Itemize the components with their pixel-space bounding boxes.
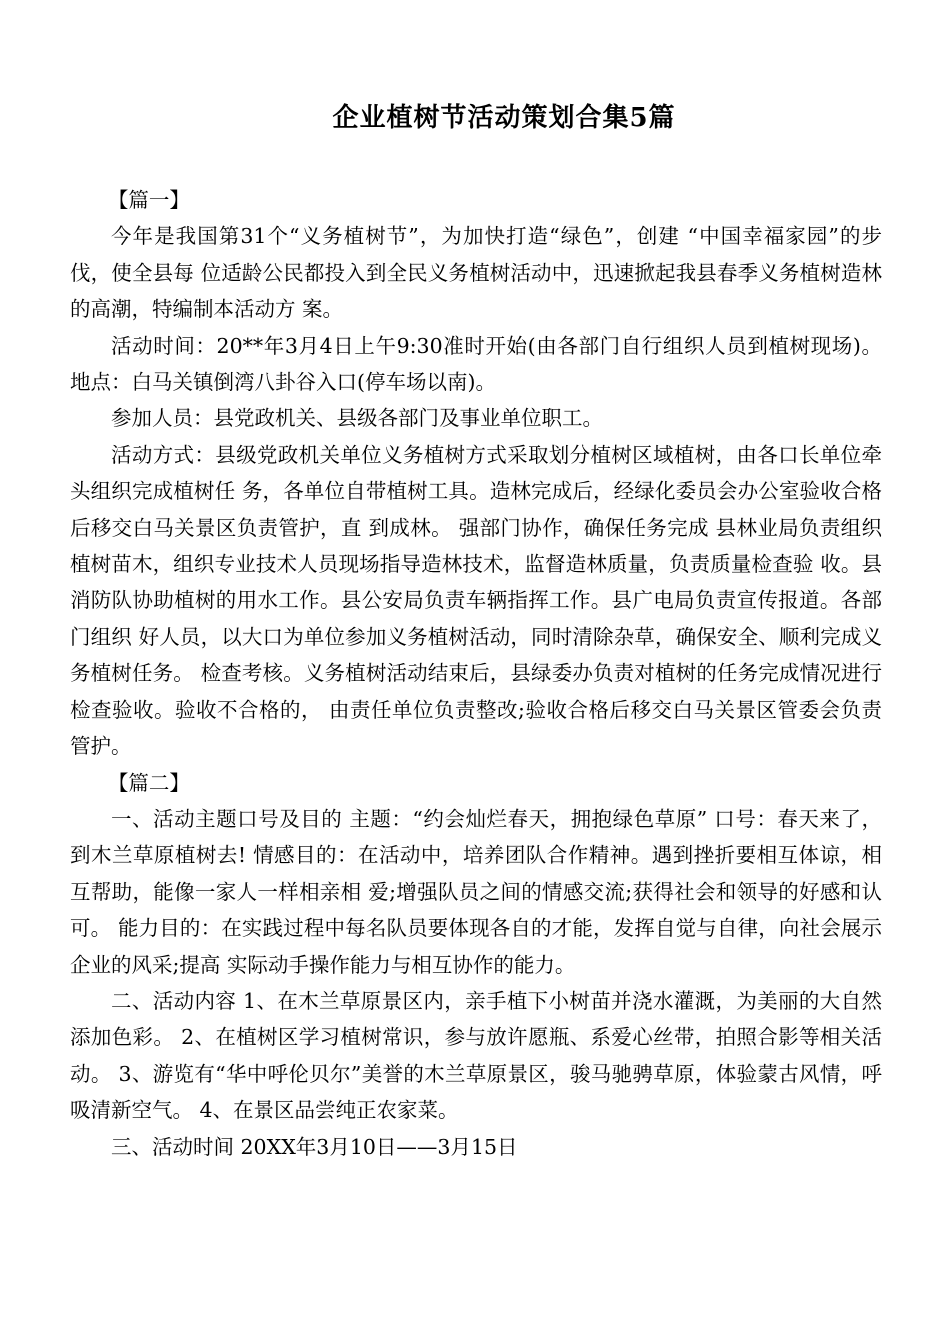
paragraph: 二、活动内容 1、在木兰草原景区内，亲手植下小树苗并浇水灌溉，为美丽的大自然添加色彩。 2、在植树区学习植树常识，参与放许愿瓶、系爱心丝带，拍照合影等相关活动。 3、游览有“华中呼伦贝尔”美誉的木兰草原景区，骏马驰骋草原，体验蒙古风情，呼吸清新空气。 4、在景区品尝纯正农家菜。	[70, 988, 882, 1123]
paragraph: 活动时间：20**年3月4日上午9:30准时开始(由各部门自行组织人员到植树现场)。 地点：白马关镇倒湾八卦谷入口(停车场以南)。	[70, 333, 882, 395]
section-heading: 【篇二】	[107, 770, 190, 795]
paragraph: 三、活动时间 20XX年3月10日——3月15日	[111, 1134, 518, 1159]
section-heading: 【篇一】	[107, 188, 190, 212]
paragraph: 活动方式：县级党政机关单位义务植树方式采取划分植树区域植树，由各口长单位牵头组织完成植树任 务，各单位自带植树工具。造林完成后，经绿化委员会办公室验收合格后移交白马关景区负责管护，直 到成林。 强部门协作，确保任务完成 县林业局负责组织植树苗木，组织专业技术人员现场指导造林技术，监督造林质量，负责质量检查验 收。县消防队协助植树的用水工作。县公安局负责车辆指挥工作。县广电局负责宣传报道。各部门组织 好人员，以大口为单位参加义务植树活动，同时清除杂草，确保安全、顺利完成义务植树任务。 检查考核。义务植树活动结束后，县绿委办负责对植树的任务完成情况进行检查验收。验收不合格的， 由责任单位负责整改;验收合格后移交白马关景区管委会负责管护。	[70, 442, 882, 759]
paragraph: 参加人员：县党政机关、县级各部门及事业单位职工。	[111, 406, 603, 431]
paragraph: 今年是我国第31个“义务植树节”，为加快打造“绿色”，创建 “中国幸福家园”的步伐，使全县每 位适龄公民都投入到全民义务植树活动中，迅速掀起我县春季义务植树造林的高潮，特编制本活动方 案。	[70, 224, 882, 322]
document-body	[70, 182, 882, 1165]
paragraph: 一、活动主题口号及目的 主题：“约会灿烂春天，拥抱绿色草原” 口号：春天来了，到木兰草原植树去! 情感目的：在活动中，培养团队合作精神。遇到挫折要相互体谅，相互帮助，能像一家人一样相亲相 爱;增强队员之间的情感交流;获得社会和领导的好感和认可。 能力目的：在实践过程中每名队员要体现各自的才能，发挥自觉与自律，向社会展示企业的风采;提高 实际动手操作能力与相互协作的能力。	[70, 806, 882, 977]
document-title: 企业植树节活动策划合集5篇	[332, 103, 676, 133]
